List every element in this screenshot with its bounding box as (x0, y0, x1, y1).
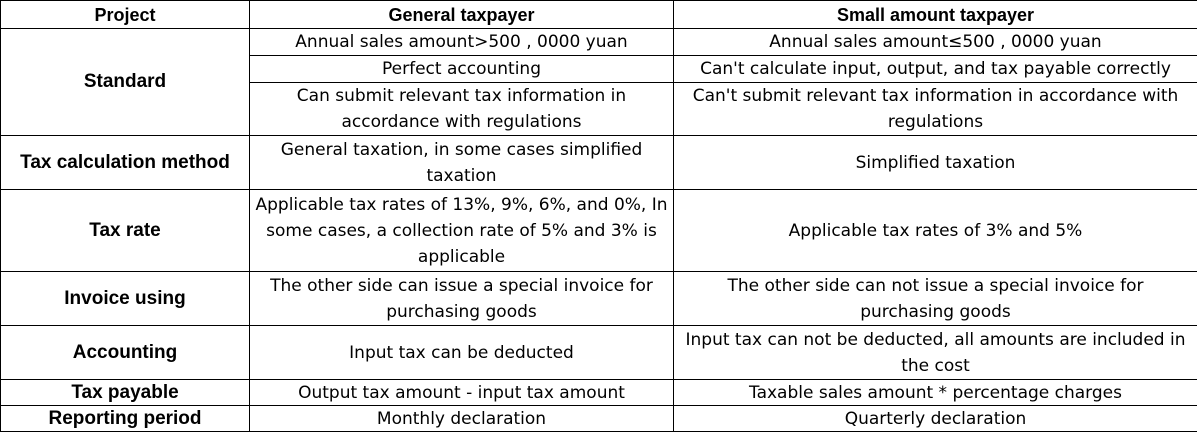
tax-rate-general: Applicable tax rates of 13%, 9%, 6%, and 0%, In some cases, a collection rate of 5% and 3% is applicable (250, 190, 674, 272)
header-general-taxpayer: General taxpayer (250, 1, 674, 29)
standard-label: Standard (1, 29, 250, 136)
standard-row-sales (1, 29, 1197, 56)
accounting-label: Accounting (1, 326, 250, 380)
tax-rate-row (1, 190, 1197, 272)
standard-small-sales: Annual sales amount≤500 , 0000 yuan (674, 29, 1197, 56)
header-small-amount-taxpayer: Small amount taxpayer (674, 1, 1197, 29)
standard-general-accounting: Perfect accounting (250, 56, 674, 83)
header-row (1, 1, 1197, 29)
tax-calculation-method-label: Tax calculation method (1, 136, 250, 190)
invoice-using-row (1, 272, 1197, 326)
standard-small-submission: Can't submit relevant tax information in accordance with regulations (674, 83, 1197, 136)
tax-calculation-method-small: Simplified taxation (674, 136, 1197, 190)
tax-payable-row (1, 380, 1197, 406)
standard-general-sales: Annual sales amount>500 , 0000 yuan (250, 29, 674, 56)
standard-general-submission: Can submit relevant tax information in accordance with regulations (250, 83, 674, 136)
invoice-using-general: The other side can issue a special invoice for purchasing goods (250, 272, 674, 326)
tax-rate-label: Tax rate (1, 190, 250, 272)
tax-calculation-method-row (1, 136, 1197, 190)
tax-payable-label: Tax payable (1, 380, 250, 406)
accounting-small: Input tax can not be deducted, all amounts are included in the cost (674, 326, 1197, 380)
reporting-period-small: Quarterly declaration (674, 406, 1197, 432)
tax-calculation-method-general: General taxation, in some cases simplified taxation (250, 136, 674, 190)
header-project: Project (1, 1, 250, 29)
reporting-period-row (1, 406, 1197, 432)
tax-payable-small: Taxable sales amount * percentage charges (674, 380, 1197, 406)
tax-payable-general: Output tax amount - input tax amount (250, 380, 674, 406)
reporting-period-general: Monthly declaration (250, 406, 674, 432)
tax-rate-small: Applicable tax rates of 3% and 5% (674, 190, 1197, 272)
standard-small-accounting: Can't calculate input, output, and tax payable correctly (674, 56, 1197, 83)
accounting-general: Input tax can be deducted (250, 326, 674, 380)
invoice-using-label: Invoice using (1, 272, 250, 326)
accounting-row (1, 326, 1197, 380)
reporting-period-label: Reporting period (1, 406, 250, 432)
invoice-using-small: The other side can not issue a special invoice for purchasing goods (674, 272, 1197, 326)
